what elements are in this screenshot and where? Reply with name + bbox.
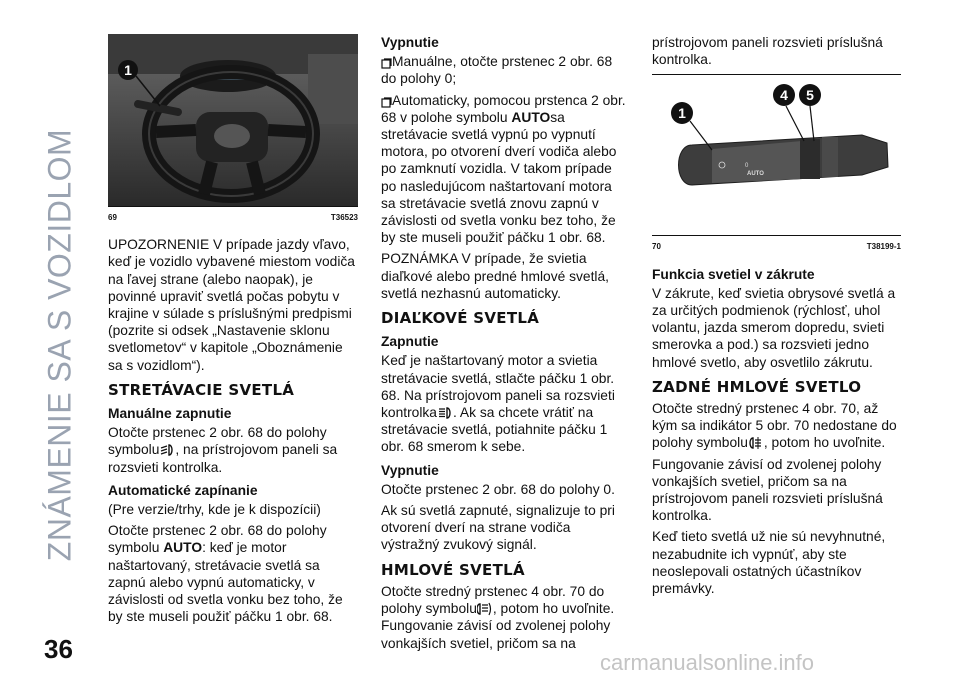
front-fog-icon: [477, 602, 493, 616]
heading-fog-lights: HMLOVÉ SVETLÁ: [381, 560, 525, 579]
figure-70-callout-4: 4: [780, 87, 788, 104]
bullet-box-icon: [381, 58, 392, 69]
continued-text: prístrojovom paneli rozsvieti príslušná kontrolka.: [652, 35, 883, 68]
low-beam-icon: [159, 443, 175, 457]
warning-text: UPOZORNENIE V prípade jazdy vľavo, keď je vozidlo vybavené miestom vodiča na ľavej strane (alebo naopak), je povinné upraviť svetlá počas pobytu v krajine v súlade s príslušnými predpismi (pozrite si odsek „Nastavenie sklonu svetlometov“ v kapitole „Oboznámenie sa s vozidlom“).: [108, 237, 355, 373]
section-title: ZNÁMENIE SA S VOZIDLOM: [41, 128, 78, 562]
figure-69-caption: [108, 209, 358, 226]
rear-fog-text: Otočte stredný prstenec 4 obr. 70, až kým sa indikátor 5 obr. 70 nedostane do polohy symbolu , potom ho uvoľnite.: [652, 401, 897, 451]
heading-high-beam: DIAĽKOVÉ SVETLÁ: [381, 309, 540, 328]
off-item-2: Automaticky, pomocou prstenca 2 obr. 68 v polohe symbolu AUTOsa stretávacie svetlá vypnú po vypnutí motora, po otvorení dverí vodiča alebo po zamknutí vozidla. V takom prípade po nasledujúcom naštartovaní motora sa stretávacie svetlá znovu zapnú v závislosti od svetla vonku bez toho, že by ste museli použiť páčku 1 obr. 68.: [381, 92, 626, 246]
rear-fog-icon: [748, 436, 764, 450]
manual-on-text: Otočte prstenec 2 obr. 68 do polohy symbolu , na prístrojovom paneli sa rozsvieti kontrolka.: [108, 425, 338, 475]
figure-70-code: T38199-1: [866, 242, 901, 252]
heading-off-2: Vypnutie: [381, 462, 439, 478]
heading-cornering: Funkcia svetiel v zákrute: [652, 266, 815, 282]
figure-69-callout: 1: [124, 62, 132, 78]
lever-auto-label: AUTO: [747, 171, 764, 178]
auto-on-text: Otočte prstenec 2 obr. 68 do polohy symbolu AUTO: keď je motor naštartovaný, stretávacie svetlá sa zapnú alebo vypnú automaticky, v závislosti od svetla vonku bez toho, že by ste museli použiť páčku 1 obr. 68.: [108, 523, 343, 625]
watermark: carmanualsonline.info: [600, 650, 815, 675]
cornering-text: V zákrute, keď svietia obrysové svetlá a za určitých podmienok (rýchlosť, uhol volantu, jazda smerom dopredu, svieti smerovka a pod.) sa rozsvieti jedno hmlové svetlo, aby osvetlilo zákrutu.: [652, 285, 896, 370]
sidebar: [0, 0, 90, 678]
auto-note: (Pre verzie/trhy, kde je k dispozícii): [108, 502, 321, 518]
off-text-4: Ak sú svetlá zapnuté, signalizuje to pri otvorení dverí na strane vodiča výstražný zvukový signál.: [381, 503, 615, 553]
off-item-1: Manuálne, otočte prstenec 2 obr. 68 do polohy 0;: [381, 54, 613, 87]
heading-rear-fog: ZADNÉ HMLOVÉ SVETLO: [652, 377, 862, 396]
steering-wheel-photo: [108, 34, 358, 206]
rear-fog-text-2: Fungovanie závisí od zvolenej polohy vonkajších svetiel, pričom sa na prístrojovom paneli rozsvieti príslušná kontrolka.: [652, 456, 883, 524]
light-lever-illustration: [652, 75, 901, 235]
column-1: [108, 34, 358, 629]
figure-70: [652, 74, 901, 236]
svg-text:0: 0: [745, 163, 749, 170]
heading-off: Vypnutie: [381, 35, 439, 50]
figure-69-code: T36523: [330, 213, 358, 222]
figure-70-callout-5: 5: [806, 87, 814, 104]
fog-text: Otočte stredný prstenec 4 obr. 70 do polohy symbolu , potom ho uvoľnite. Fungovanie závisí od zvolenej polohy vonkajších svetiel, pričom sa na: [381, 583, 615, 651]
figure-69-number: 69: [108, 213, 117, 222]
figure-70-caption: [652, 238, 901, 255]
column-3: [652, 34, 901, 601]
column-2: [381, 34, 630, 656]
page-number: 36: [44, 634, 73, 664]
figure-70-number: 70: [652, 242, 661, 252]
rear-fog-text-3: Keď tieto svetlá už nie sú nevyhnutné, nezabudnite ich vypnúť, aby ste neoslepovali ostatných účastníkov premávky.: [652, 529, 886, 597]
heading-auto-on: Automatické zapínanie: [108, 482, 258, 498]
high-beam-on-text: Keď je naštartovaný motor a svietia stretávacie svetlá, stlačte páčku 1 obr. 68. Na prístrojovom paneli sa rozsvieti kontrolka . Ak sa chcete vrátiť na stretávacie svetlá, potiahnite páčku 1 obr. 68 smerom k sebe.: [381, 353, 615, 455]
heading-manual-on: Manuálne zapnutie: [108, 406, 232, 422]
off-text-3: Otočte prstenec 2 obr. 68 do polohy 0.: [381, 481, 615, 497]
heading-on: Zapnutie: [381, 334, 439, 350]
heading-low-beam: STRETÁVACIE SVETLÁ: [108, 380, 295, 399]
bullet-box-icon: [381, 97, 392, 108]
figure-70-callout-1: 1: [678, 105, 686, 122]
note-text: POZNÁMKA V prípade, že svietia diaľkové alebo predné hmlové svetlá, svetlá nezhasnú automaticky.: [381, 251, 609, 301]
figure-69: [108, 34, 358, 207]
high-beam-icon: [437, 406, 453, 420]
